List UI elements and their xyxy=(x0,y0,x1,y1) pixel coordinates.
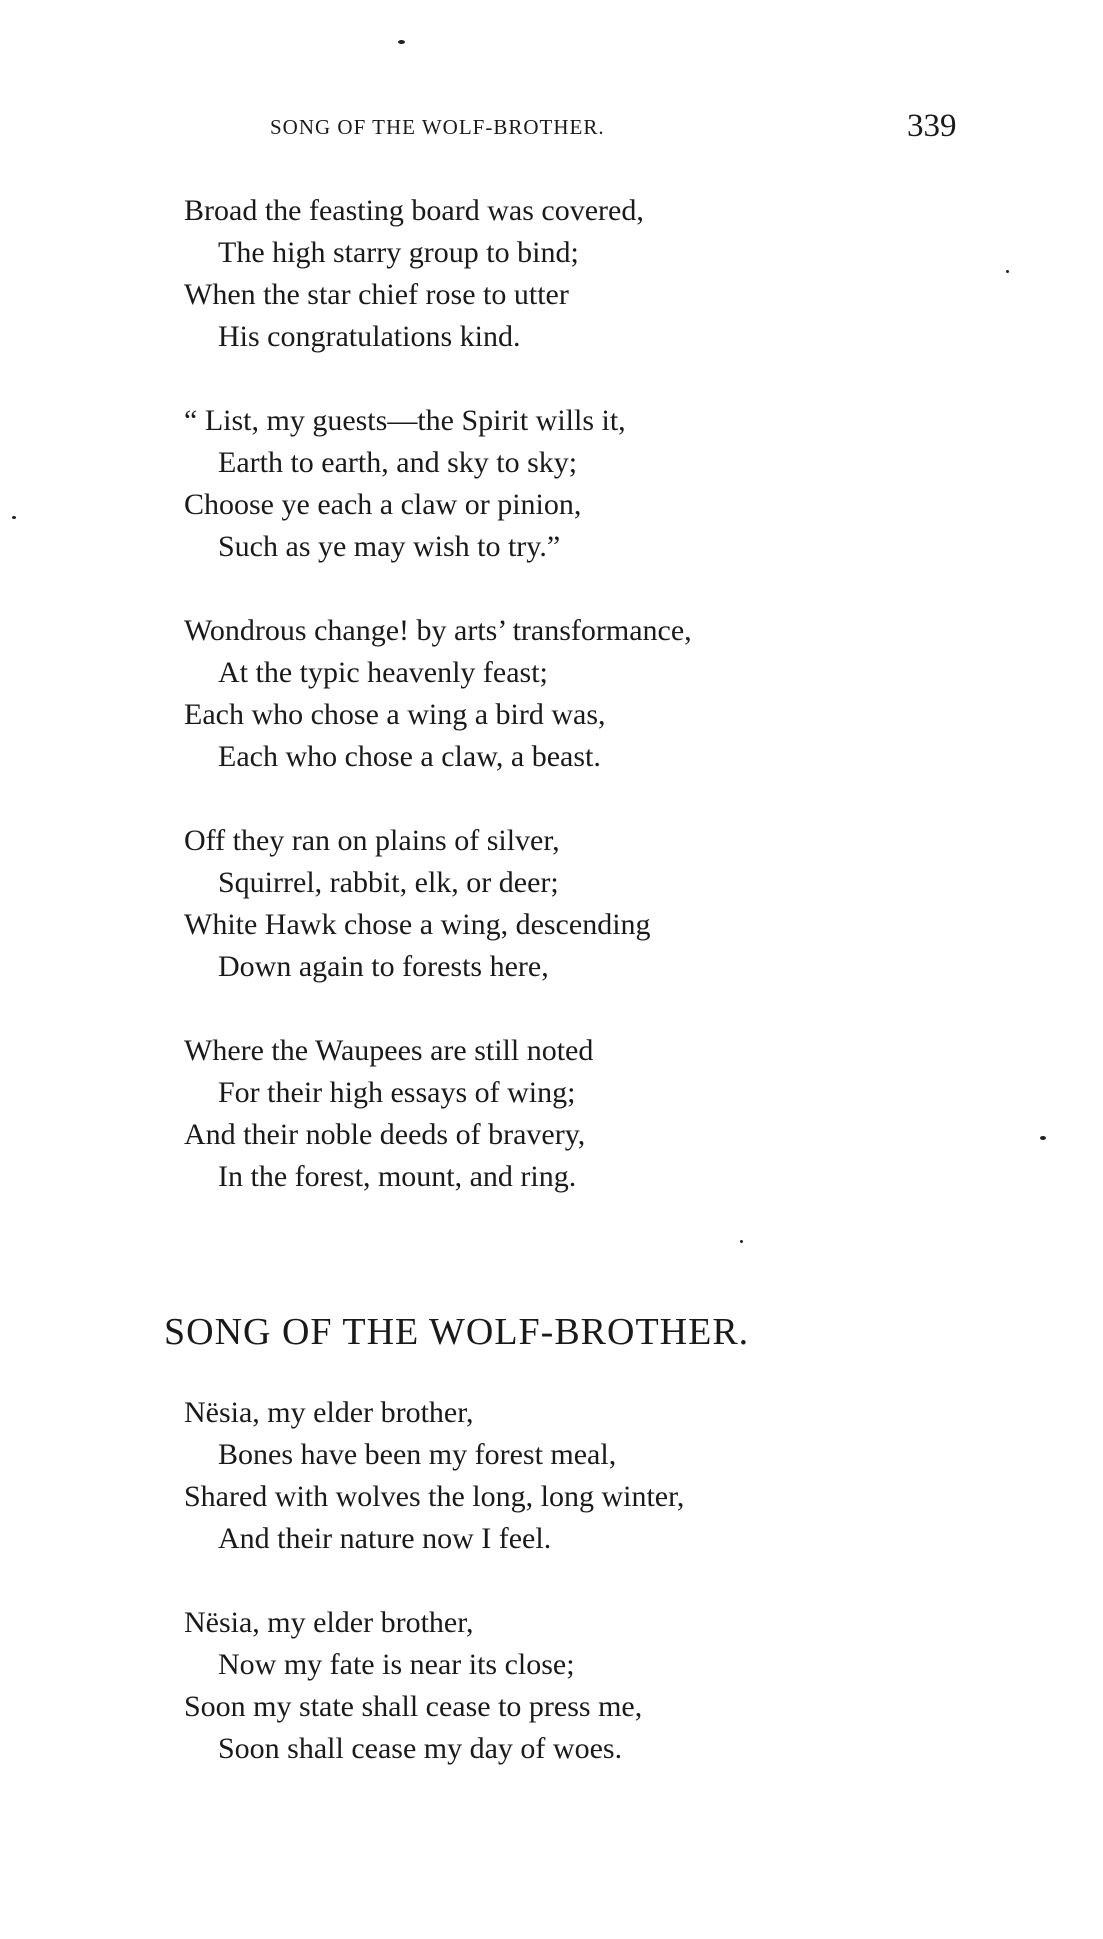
stanza-3 xyxy=(184,610,692,778)
ink-speck xyxy=(1006,270,1009,273)
verse-line: Nësia, my elder brother, xyxy=(184,1396,474,1429)
verse-line: Down again to forests here, xyxy=(218,950,549,983)
verse-line: Now my fate is near its close; xyxy=(218,1648,575,1681)
stanza-5 xyxy=(184,1030,593,1198)
verse-line: Soon shall cease my day of woes. xyxy=(218,1732,623,1765)
verse-line: Choose ye each a claw or pinion, xyxy=(184,488,582,521)
stanza-6 xyxy=(184,1392,684,1560)
stanza-4 xyxy=(184,820,651,988)
verse-line: Squirrel, rabbit, elk, or deer; xyxy=(218,866,559,899)
verse-line: The high starry group to bind; xyxy=(218,236,579,269)
verse-line: Soon my state shall cease to press me, xyxy=(184,1690,643,1723)
ink-speck xyxy=(1040,1136,1046,1140)
verse-line: At the typic heavenly feast; xyxy=(218,656,548,689)
verse-line: Earth to earth, and sky to sky; xyxy=(218,446,578,479)
ink-speck xyxy=(740,1240,743,1243)
verse-line: Such as ye may wish to try.” xyxy=(218,530,561,563)
ink-speck xyxy=(398,40,405,44)
verse-line: Nësia, my elder brother, xyxy=(184,1606,474,1639)
verse-line: White Hawk chose a wing, descending xyxy=(184,908,651,941)
stanza-7 xyxy=(184,1602,642,1770)
verse-line: Each who chose a claw, a beast. xyxy=(218,740,601,773)
page-number: 339 xyxy=(907,108,957,144)
verse-line: And their noble deeds of bravery, xyxy=(184,1118,586,1151)
verse-line: Shared with wolves the long, long winter, xyxy=(184,1480,685,1513)
verse-line: Broad the feasting board was covered, xyxy=(184,194,644,227)
verse-line: Bones have been my forest meal, xyxy=(218,1438,617,1471)
verse-line: Off they ran on plains of silver, xyxy=(184,824,560,857)
section-title: SONG OF THE WOLF-BROTHER. xyxy=(164,1311,750,1353)
running-head: SONG OF THE WOLF-BROTHER. xyxy=(270,115,605,139)
ink-speck xyxy=(12,516,16,519)
verse-line: For their high essays of wing; xyxy=(218,1076,576,1109)
stanza-1 xyxy=(184,190,644,358)
verse-line: When the star chief rose to utter xyxy=(184,278,569,311)
verse-line: Where the Waupees are still noted xyxy=(184,1034,594,1067)
verse-line: “ List, my guests—the Spirit wills it, xyxy=(184,404,626,437)
verse-line: Wondrous change! by arts’ transformance, xyxy=(184,614,692,647)
verse-line: His congratulations kind. xyxy=(218,320,521,353)
verse-line: Each who chose a wing a bird was, xyxy=(184,698,606,731)
verse-line: And their nature now I feel. xyxy=(218,1522,552,1555)
verse-line: In the forest, mount, and ring. xyxy=(218,1160,577,1193)
stanza-2 xyxy=(184,400,626,568)
